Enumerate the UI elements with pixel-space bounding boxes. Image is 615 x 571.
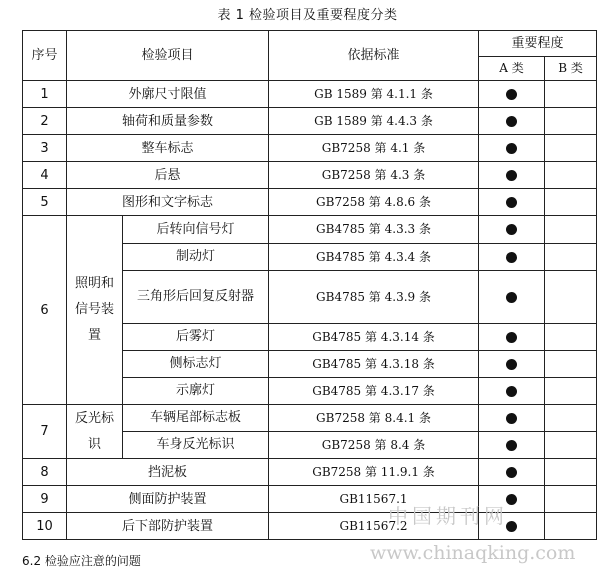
filled-dot-icon <box>506 224 517 235</box>
row-item: 后转向信号灯 <box>123 216 269 244</box>
header-class-a: A 类 <box>479 57 545 81</box>
filled-dot-icon <box>506 332 517 343</box>
filled-dot-icon <box>506 467 517 478</box>
row-standard: GB4785 第 4.3.4 条 <box>269 244 479 271</box>
table-row <box>23 216 597 244</box>
row-seq: 1 <box>23 81 67 108</box>
row-class-b <box>545 486 597 513</box>
row-item: 制动灯 <box>123 244 269 271</box>
row-class-a <box>479 271 545 324</box>
table-row <box>23 459 597 486</box>
row-item: 整车标志 <box>67 135 269 162</box>
row-class-a <box>479 244 545 271</box>
row-item: 侧面防护装置 <box>67 486 269 513</box>
row-class-a <box>479 378 545 405</box>
header-item: 检验项目 <box>67 31 269 81</box>
row-class-a <box>479 162 545 189</box>
row-seq: 10 <box>23 513 67 540</box>
row-standard: GB7258 第 8.4 条 <box>269 432 479 459</box>
row-standard: GB7258 第 4.1 条 <box>269 135 479 162</box>
filled-dot-icon <box>506 413 517 424</box>
row-seq: 5 <box>23 189 67 216</box>
row-class-a <box>479 108 545 135</box>
row-class-a <box>479 405 545 432</box>
row-item: 轴荷和质量参数 <box>67 108 269 135</box>
row-item: 车辆尾部标志板 <box>123 405 269 432</box>
filled-dot-icon <box>506 89 517 100</box>
row-standard: GB11567.1 <box>269 486 479 513</box>
row-standard: GB 1589 第 4.1.1 条 <box>269 81 479 108</box>
row-item: 车身反光标识 <box>123 432 269 459</box>
filled-dot-icon <box>506 359 517 370</box>
row-item: 侧标志灯 <box>123 351 269 378</box>
row-class-b <box>545 324 597 351</box>
row-class-a <box>479 432 545 459</box>
header-standard: 依据标准 <box>269 31 479 81</box>
watermark-url: www.chinaqking.com <box>370 542 576 564</box>
row-class-b <box>545 162 597 189</box>
table-row <box>23 81 597 108</box>
filled-dot-icon <box>506 170 517 181</box>
row-seq: 6 <box>23 216 67 405</box>
row-standard: GB 1589 第 4.4.3 条 <box>269 108 479 135</box>
filled-dot-icon <box>506 292 517 303</box>
table-caption: 表 1 检验项目及重要程度分类 <box>217 8 398 23</box>
row-class-b <box>545 459 597 486</box>
filled-dot-icon <box>506 386 517 397</box>
row-item: 后悬 <box>67 162 269 189</box>
row-seq: 3 <box>23 135 67 162</box>
filled-dot-icon <box>506 494 517 505</box>
row-item: 示廓灯 <box>123 378 269 405</box>
row-class-b <box>545 351 597 378</box>
row-class-a <box>479 216 545 244</box>
row-class-b <box>545 513 597 540</box>
row-class-a <box>479 81 545 108</box>
row-class-a <box>479 324 545 351</box>
row-class-b <box>545 432 597 459</box>
row-class-b <box>545 216 597 244</box>
row-standard: GB4785 第 4.3.18 条 <box>269 351 479 378</box>
table-row <box>23 486 597 513</box>
row-standard: GB4785 第 4.3.9 条 <box>269 271 479 324</box>
row-class-a <box>479 189 545 216</box>
filled-dot-icon <box>506 252 517 263</box>
table-row <box>23 162 597 189</box>
row-category: 照明和信号装置 <box>67 216 123 405</box>
table-row <box>23 513 597 540</box>
row-item: 外廓尺寸限值 <box>67 81 269 108</box>
row-class-b <box>545 135 597 162</box>
row-class-b <box>545 378 597 405</box>
header-class-b: B 类 <box>545 57 597 81</box>
row-item: 挡泥板 <box>67 459 269 486</box>
row-class-a <box>479 459 545 486</box>
row-seq: 9 <box>23 486 67 513</box>
row-item: 后下部防护装置 <box>67 513 269 540</box>
inspection-table <box>22 30 597 540</box>
filled-dot-icon <box>506 521 517 532</box>
row-seq: 4 <box>23 162 67 189</box>
header-seq: 序号 <box>23 31 67 81</box>
header-importance: 重要程度 <box>479 31 597 57</box>
row-class-b <box>545 189 597 216</box>
section-heading: 6.2 检验应注意的问题 <box>22 554 141 568</box>
watermark-site-name: 中国期刊网 <box>388 504 508 528</box>
row-class-b <box>545 405 597 432</box>
row-standard: GB7258 第 4.3 条 <box>269 162 479 189</box>
filled-dot-icon <box>506 197 517 208</box>
filled-dot-icon <box>506 116 517 127</box>
row-category: 反光标识 <box>67 405 123 459</box>
row-standard: GB4785 第 4.3.3 条 <box>269 216 479 244</box>
row-class-a <box>479 486 545 513</box>
row-seq: 2 <box>23 108 67 135</box>
row-standard: GB7258 第 8.4.1 条 <box>269 405 479 432</box>
row-standard: GB7258 第 11.9.1 条 <box>269 459 479 486</box>
table-row <box>23 189 597 216</box>
row-item: 图形和文字标志 <box>67 189 269 216</box>
filled-dot-icon <box>506 143 517 154</box>
table-row <box>23 108 597 135</box>
row-standard: GB4785 第 4.3.14 条 <box>269 324 479 351</box>
row-item: 三角形后回复反射器 <box>123 271 269 324</box>
row-class-b <box>545 271 597 324</box>
row-standard: GB11567.2 <box>269 513 479 540</box>
row-standard: GB4785 第 4.3.17 条 <box>269 378 479 405</box>
row-class-b <box>545 81 597 108</box>
table-row <box>23 405 597 432</box>
row-standard: GB7258 第 4.8.6 条 <box>269 189 479 216</box>
row-class-a <box>479 351 545 378</box>
row-class-b <box>545 244 597 271</box>
row-seq: 7 <box>23 405 67 459</box>
row-seq: 8 <box>23 459 67 486</box>
row-class-a <box>479 135 545 162</box>
row-item: 后雾灯 <box>123 324 269 351</box>
row-class-b <box>545 108 597 135</box>
table-row <box>23 135 597 162</box>
filled-dot-icon <box>506 440 517 451</box>
row-class-a <box>479 513 545 540</box>
